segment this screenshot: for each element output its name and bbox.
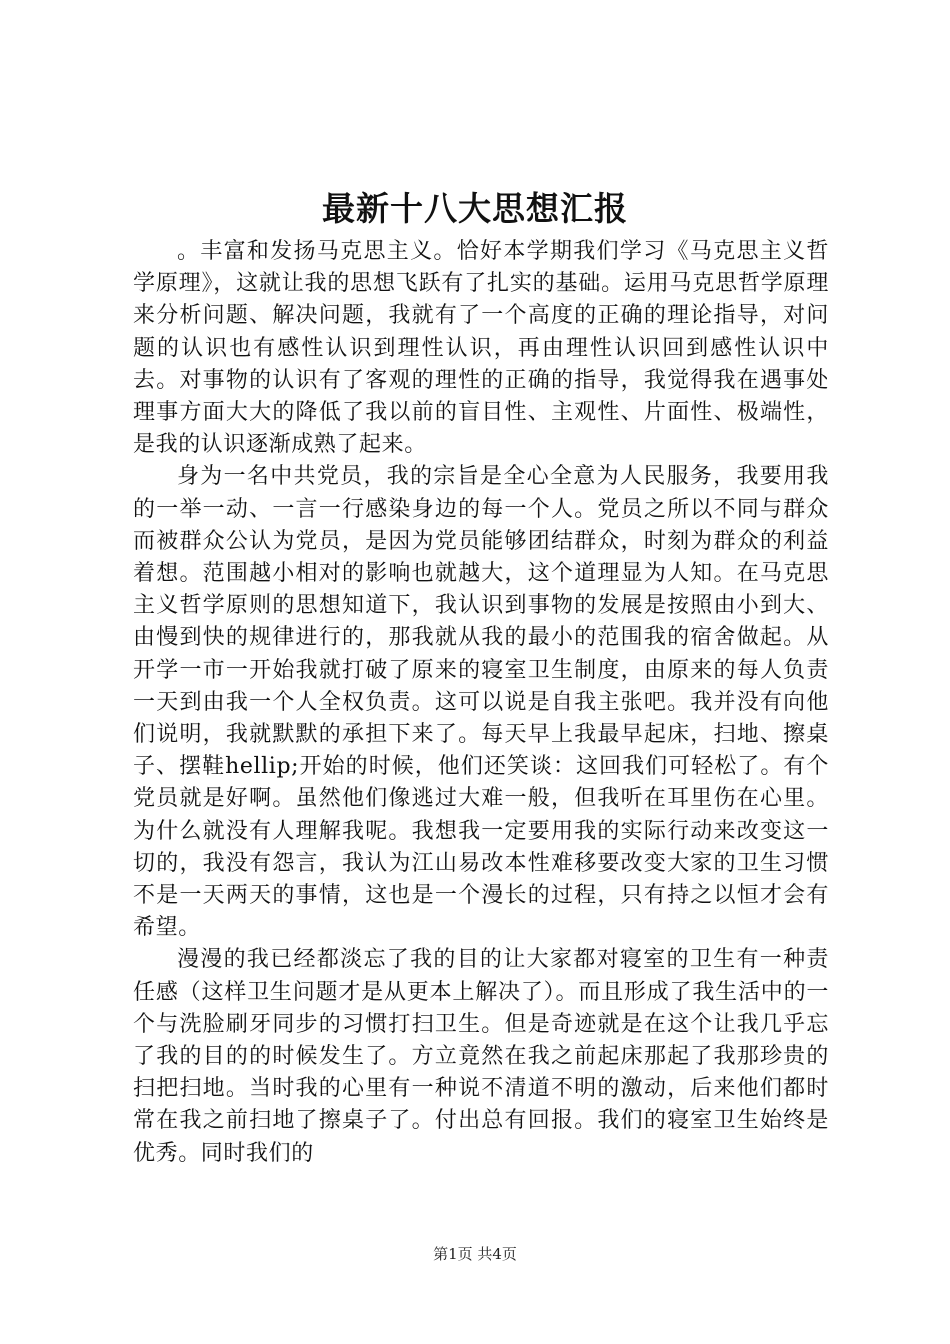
paragraph-3: 漫漫的我已经都淡忘了我的目的让大家都对寝室的卫生有一种责任感（这样卫生问题才是从更本上解决了）。而且形成了我生活中的一个与洗脸刷牙同步的习惯打扫卫生。但是奇迹就是在这个让我几乎忘了我的目的的时候发生了。方立竟然在我之前起床那起了我那珍贵的扫把扫地。当时我的心里有一种说不清道不明的激动，后来他们都时常在我之前扫地了擦桌子了。付出总有回报。我们的寝室卫生始终是优秀。同时我们的	[133, 947, 829, 1166]
paragraph-1: 。丰富和发扬马克思主义。恰好本学期我们学习《马克思主义哲学原理》，这就让我的思想飞跃有了扎实的基础。运用马克思哲学原理来分析问题、解决问题，我就有了一个高度的正确的理论指导，对问题的认识也有感性认识到理性认识，再由理性认识回到感性认识中去。对事物的认识有了客观的理性的正确的指导，我觉得我在遇事处理事方面大大的降低了我以前的盲目性、主观性、片面性、极端性，是我的认识逐渐成熟了起来。	[133, 239, 829, 458]
page-footer: 第1页 共4页	[433, 1245, 517, 1263]
document-body	[133, 236, 829, 1170]
paragraph-2: 身为一名中共党员，我的宗旨是全心全意为人民服务，我要用我的一举一动、一言一行感染身边的每一个人。党员之所以不同与群众而被群众公认为党员，是因为党员能够团结群众，时刻为群众的利益着想。范围越小相对的影响也就越大，这个道理显为人知。在马克思主义哲学原则的思想知道下，我认识到事物的发展是按照由小到大、由慢到快的规律进行的，那我就从我的最小的范围我的宿舍做起。从开学一市一开始我就打破了原来的寝室卫生制度，由原来的每人负责一天到由我一个人全权负责。这可以说是自我主张吧。我并没有向他们说明，我就默默的承担下来了。每天早上我最早起床，扫地、擦桌子、摆鞋hellip;开始的时候，他们还笑谈：这回我们可轻松了。有个党员就是好啊。虽然他们像逃过大难一般，但我听在耳里伤在心里。为什么就没有人理解我呢。我想我一定要用我的实际行动来改变这一切的，我没有怨言，我认为江山易改本性难移要改变大家的卫生习惯不是一天两天的事情，这也是一个漫长的过程，只有持之以恒才会有希望。	[133, 464, 829, 941]
document-title: 最新十八大思想汇报	[322, 189, 628, 228]
